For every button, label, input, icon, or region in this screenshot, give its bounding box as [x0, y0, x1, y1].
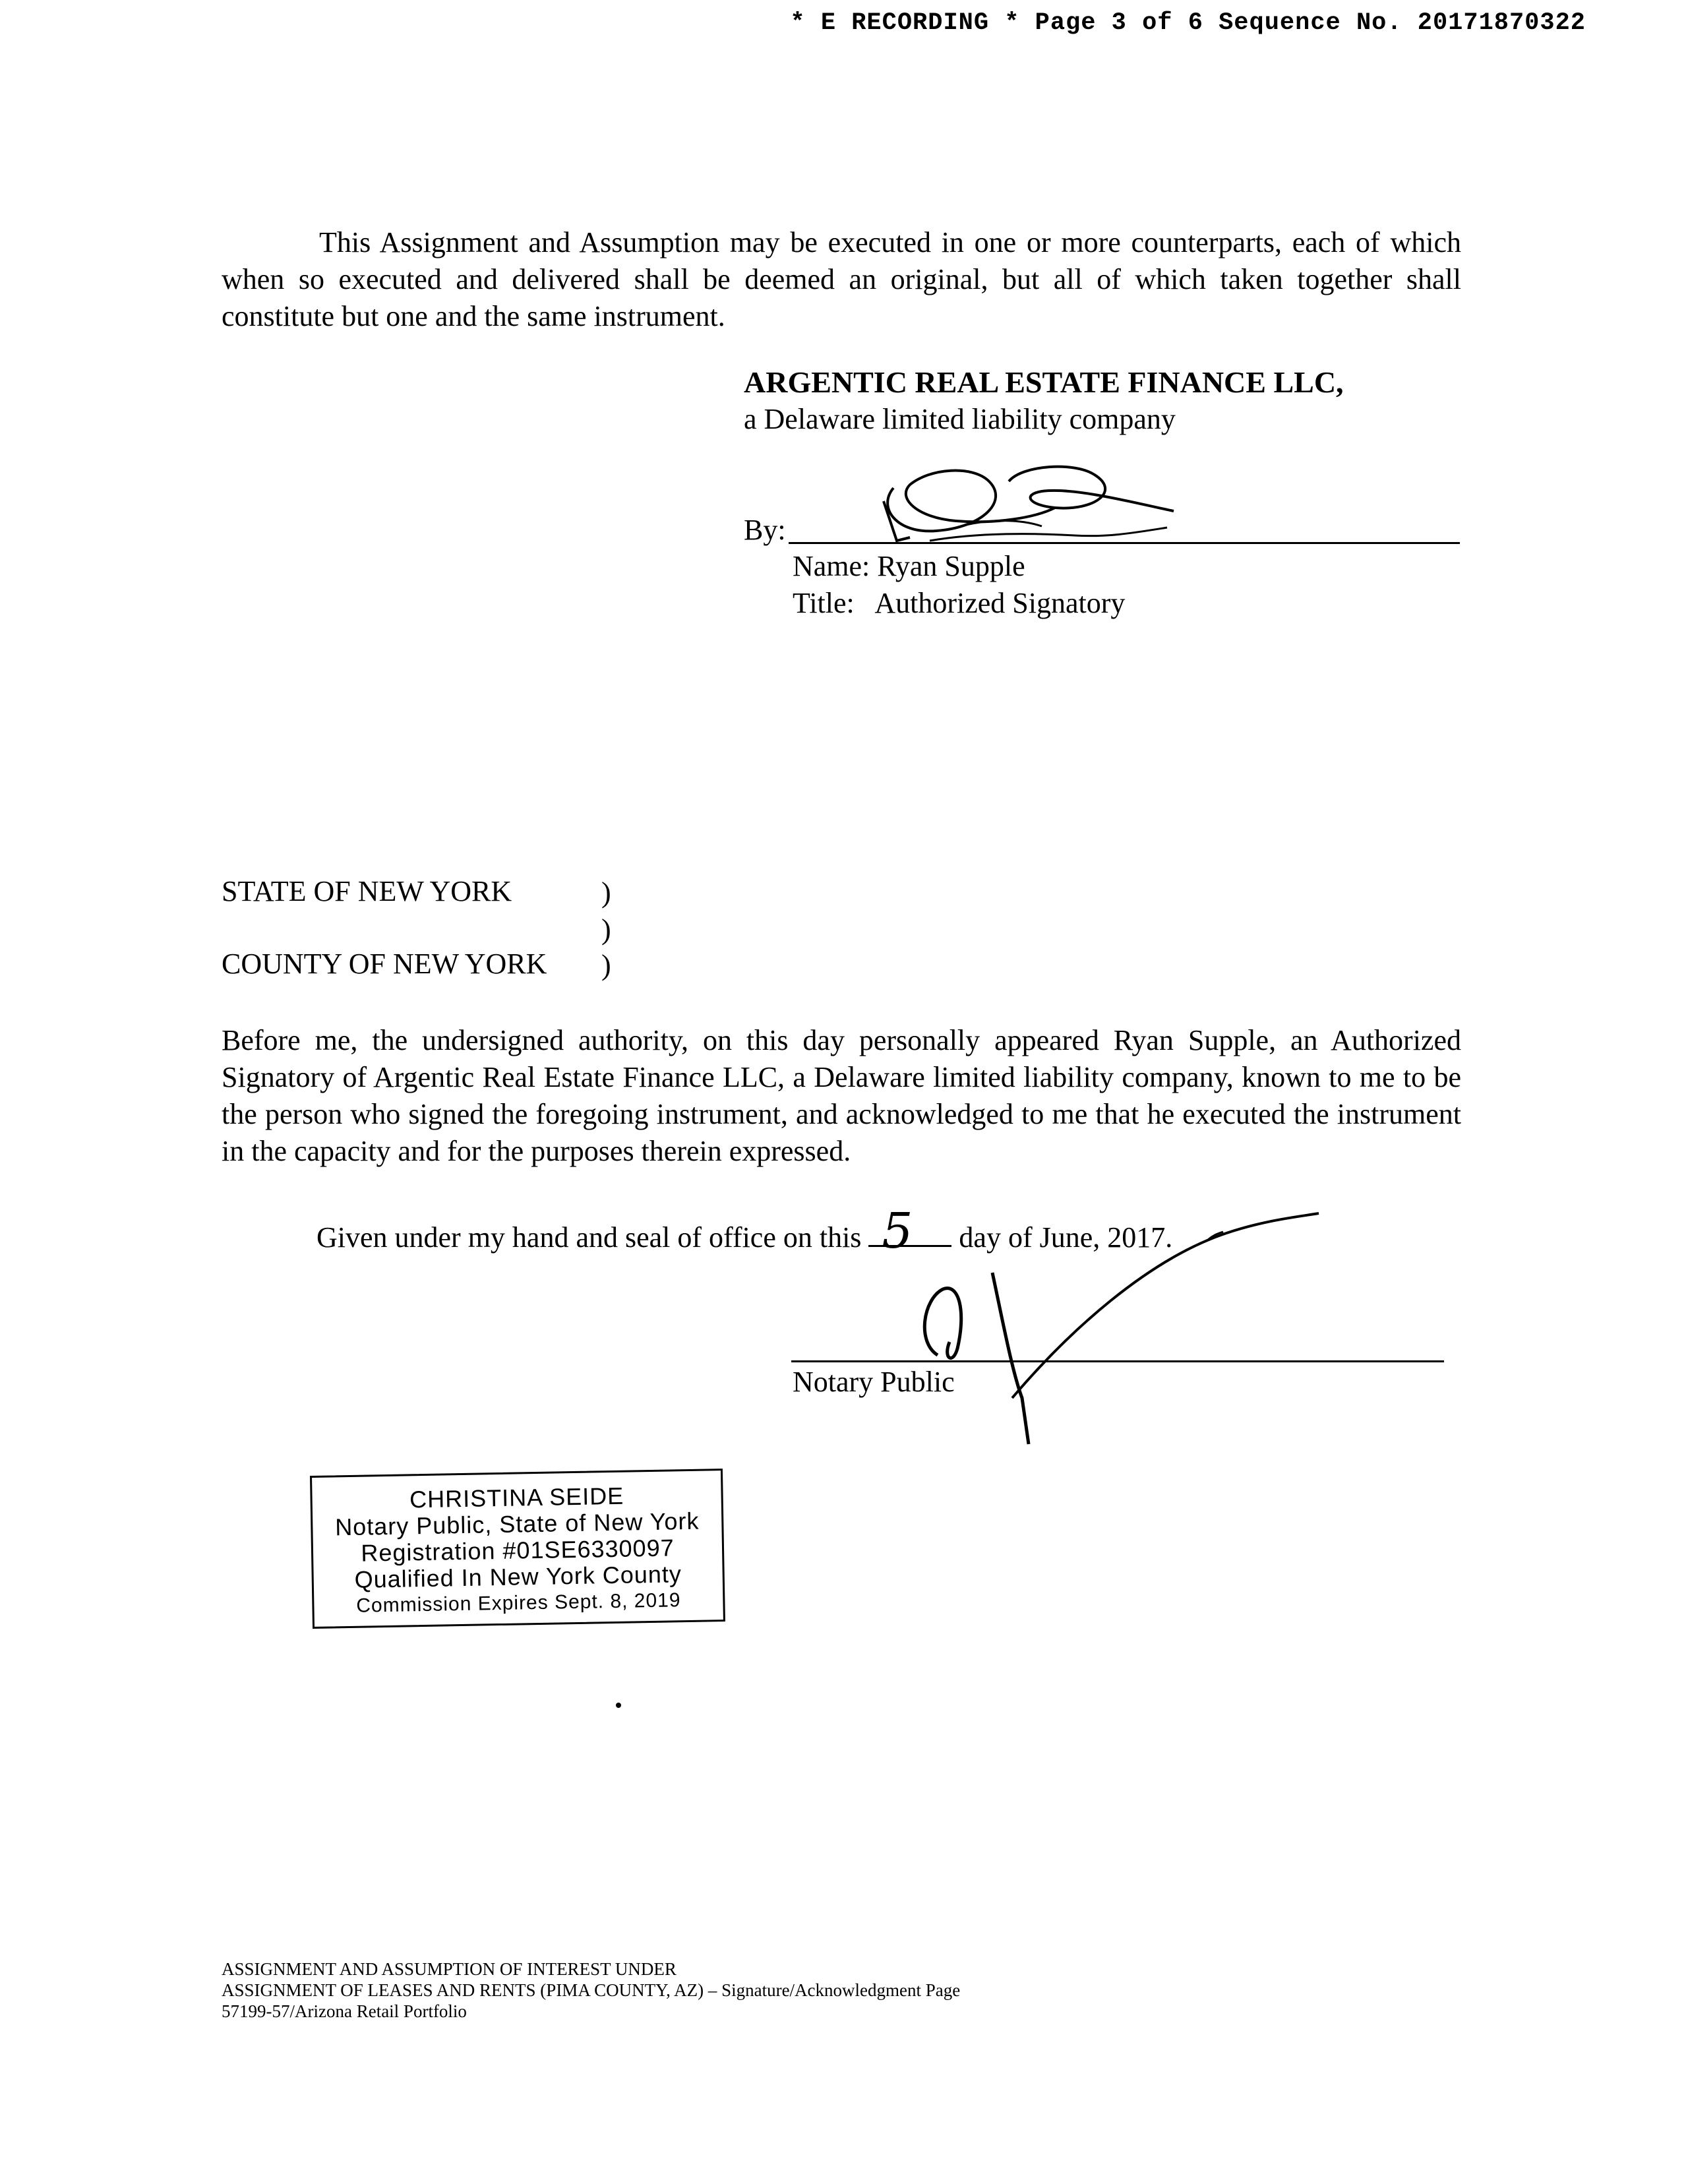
venue-paren-1: ) — [601, 876, 611, 909]
recording-header: * E RECORDING * Page 3 of 6 Sequence No. 20171870322 — [790, 9, 1586, 37]
company-name: ARGENTIC REAL ESTATE FINANCE LLC, — [744, 365, 1344, 399]
handwritten-day: 5 — [882, 1203, 913, 1259]
signatory-title: Title: Authorized Signatory — [793, 587, 1126, 619]
footer-line-3: 57199-57/Arizona Retail Portfolio — [222, 2001, 467, 2021]
counterparts-paragraph — [222, 224, 1461, 335]
notary-stamp — [310, 1469, 725, 1629]
acknowledgment-text: Before me, the undersigned authority, on this day personally appeared Ryan Supple, an Authorized Signatory of Argentic Real Estate Finance LLC, a Delaware limited liability company, known to me to be the person who signed the foregoing instrument, and acknowledged to me that he executed the instrument in the capacity and for the purposes therein expressed. — [222, 1024, 1461, 1167]
stamp-registration: Registration #01SE6330097 — [361, 1534, 675, 1567]
stamp-qualified: Qualified In New York County — [354, 1560, 682, 1593]
venue-state: STATE OF NEW YORK — [222, 875, 512, 907]
counterparts-text: This Assignment and Assumption may be executed in one or more counterparts, each of which when so executed and delivered shall be deemed an original, but all of which taken together shall constitute but one and the same instrument. — [222, 226, 1461, 332]
signatory-name: Name: Ryan Supple — [793, 550, 1025, 582]
given-suffix: day of June, 2017. — [959, 1221, 1173, 1254]
venue-paren-2: ) — [601, 913, 611, 946]
stamp-title: Notary Public, State of New York — [334, 1507, 700, 1541]
venue-paren-3: ) — [601, 949, 611, 981]
ink-speck — [616, 1703, 621, 1708]
acknowledgment-paragraph — [222, 1022, 1461, 1170]
stamp-name: CHRISTINA SEIDE — [409, 1482, 624, 1513]
given-prefix: Given under my hand and seal of office on this — [316, 1221, 862, 1254]
company-description: a Delaware limited liability company — [744, 403, 1176, 435]
document-footer — [222, 1958, 960, 2022]
stamp-expiry: Commission Expires Sept. 8, 2019 — [356, 1589, 681, 1617]
notary-signature — [897, 1200, 1345, 1451]
notary-public-label: Notary Public — [793, 1366, 955, 1398]
footer-line-1: ASSIGNMENT AND ASSUMPTION OF INTEREST UNDER — [222, 1959, 677, 1979]
ryan-supple-signature — [857, 455, 1187, 554]
footer-line-2: ASSIGNMENT OF LEASES AND RENTS (PIMA COUNTY, AZ) – Signature/Acknowledgment Page — [222, 1980, 961, 2000]
venue-county: COUNTY OF NEW YORK — [222, 948, 547, 980]
by-label: By: — [744, 514, 786, 546]
